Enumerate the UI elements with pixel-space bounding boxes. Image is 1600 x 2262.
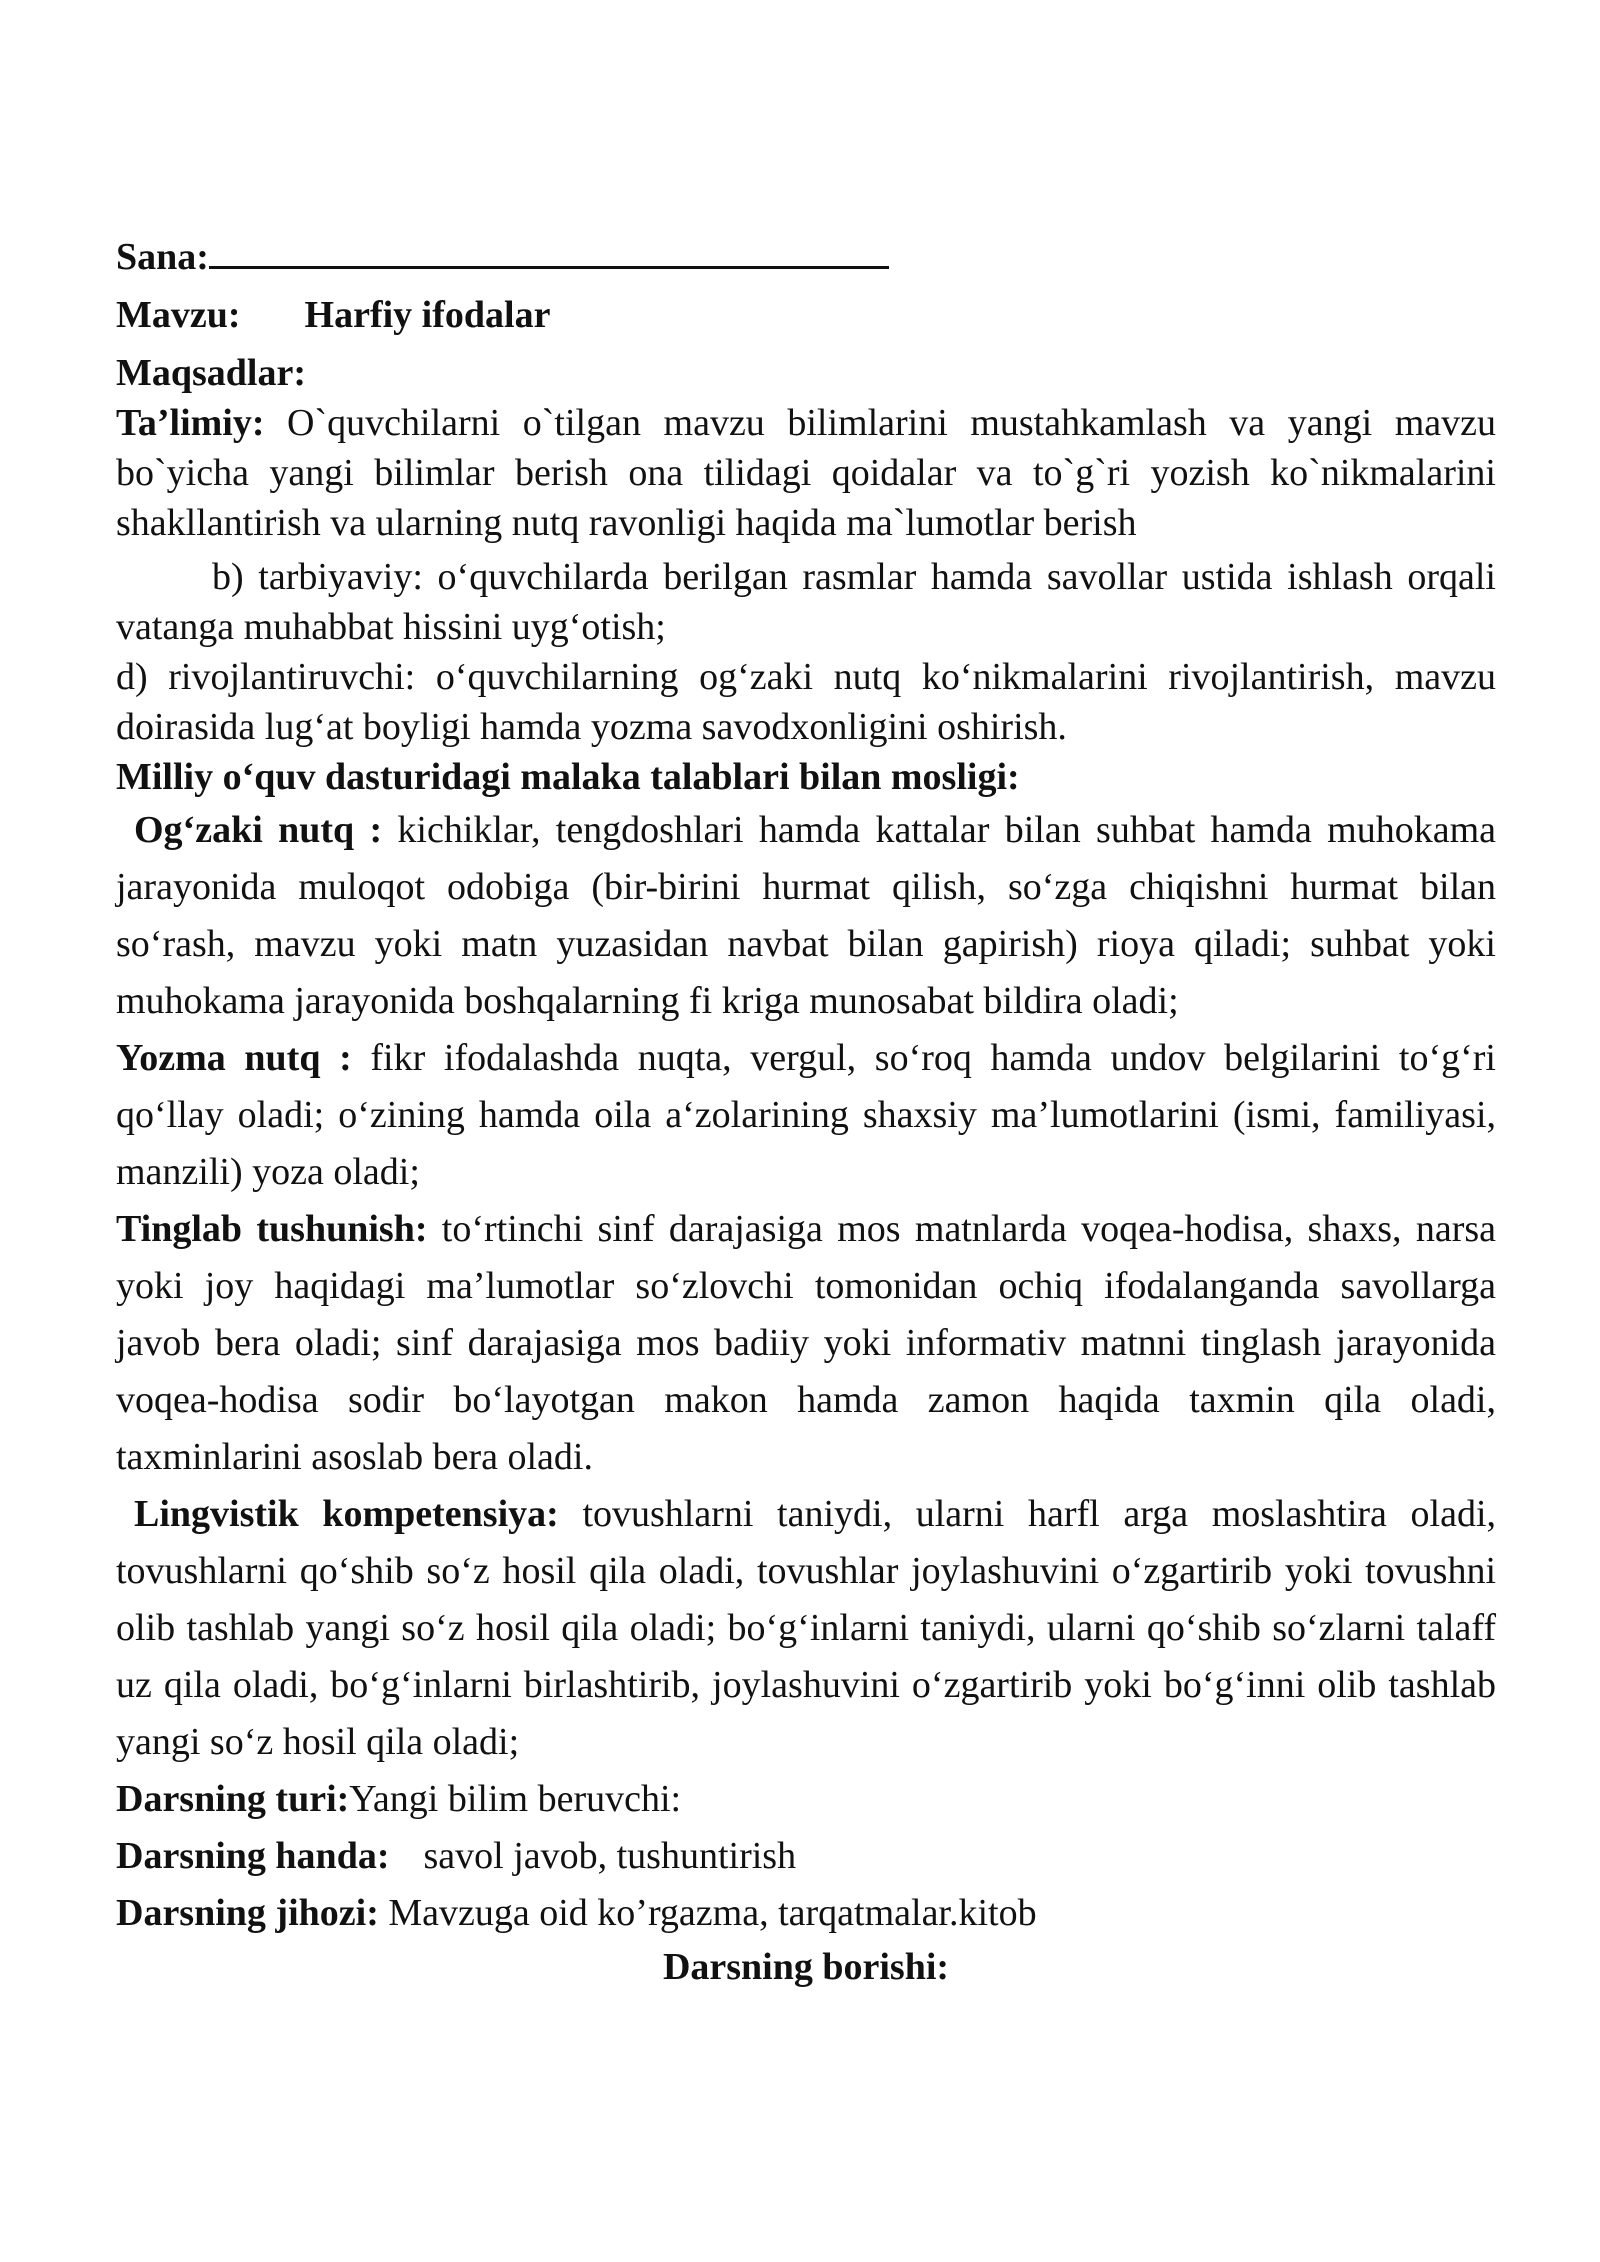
date-blank-underline (209, 236, 889, 269)
topic-value: Harfiy ifodalar (304, 294, 551, 336)
written-speech-label: Yozma nutq : (116, 1037, 352, 1079)
lesson-equipment-label: Darsning jihozi: (116, 1892, 379, 1934)
listening-text: to‘rtinchi sinf darajasiga mos matnlarda voqea-hodisa, shaxs, narsa yoki joy haqidagi ma’lumotlar so‘zlovchi tomonidan ochiq ifodalanganda savollarga javob bera oladi; sinf darajasiga mos badiiy yoki informativ matnni tinglash jarayonida voqea-hodisa sodir bo‘layotgan makon hamda zamon haqida taxmin qila oladi, taxminlarini asoslab bera oladi. (116, 1208, 1496, 1478)
linguistic-text: tovushlarni taniydi, ularni harfl arga moslashtira oladi, tovushlarni qo‘shib so‘z hosil qila oladi, tovushlar joylashuvini o‘zgartirib yoki tovushni olib tashlab yangi so‘z hosil qila oladi; bo‘g‘inlarni taniydi, ularni qo‘shib so‘zlarni talaff uz qila oladi, bo‘g‘inlarni birlashtirib, joylashuvini o‘zgartirib yoki bo‘g‘inni olib tashlab yangi so‘z hosil qila oladi; (116, 1493, 1497, 1763)
educational-goal-text: O`quvchilarni o`tilgan mavzu bilimlarini mustahkamlash va yangi mavzu bo`yicha yangi bilimlar berish ona tilidagi qoidalar va to`g`ri yozish ko`nikmalarini shakllantirish va ularning nutq ravonligi haqida ma`lumotlar berish (116, 402, 1496, 544)
topic-label: Mavzu: (116, 294, 241, 336)
lesson-method-value: savol javob, tushuntirish (423, 1835, 797, 1877)
oral-speech-paragraph (116, 802, 1496, 1030)
upbringing-goal: b) tarbiyaviy: o‘quvchilarda berilgan rasmlar hamda savollar ustida ishlash orqali vatanga muhabbat hissini uyg‘otish; (116, 556, 1496, 648)
oral-speech-label: Og‘zaki nutq : (134, 809, 383, 851)
lesson-method-line (116, 1828, 1496, 1885)
educational-goal-label: Ta’limiy: (116, 402, 265, 444)
lesson-equipment-line (116, 1885, 1496, 1942)
developmental-goal: d) rivojlantiruvchi: o‘quvchilarning og‘zaki nutq ko‘nikmalarini rivojlantirish, mavzu doirasida lug‘at boyligi hamda yozma savodxonligini oshirish. (116, 656, 1496, 748)
listening-label: Tinglab tushunish: (116, 1208, 428, 1250)
goals-heading: Maqsadlar: (116, 352, 306, 394)
written-speech-text: fikr ifodalashda nuqta, vergul, so‘roq hamda undov belgilarini to‘g‘ri qo‘llay oladi; o‘zining hamda oila a‘zolarining shaxsiy ma’lumotlarini (ismi, familiyasi, manzili) yoza oladi; (116, 1037, 1496, 1193)
date-label: Sana: (116, 236, 209, 278)
linguistic-paragraph (116, 1486, 1496, 1771)
written-speech-paragraph (116, 1030, 1496, 1201)
lesson-type-line (116, 1771, 1496, 1828)
lesson-progress-heading: Darsning borishi: (662, 1946, 950, 1988)
national-curriculum-heading: Milliy o‘quv dasturidagi malaka talablari bilan mosligi: (116, 756, 1020, 798)
oral-speech-text: kichiklar, tengdoshlari hamda kattalar bilan suhbat hamda muhokama jarayonida muloqot odobiga (bir-birini hurmat qilish, so‘zga chiqishni hurmat bilan so‘rash, mavzu yoki matn yuzasidan navbat bilan gapirish) rioya qiladi; suhbat yoki muhokama jarayonida boshqalarning fi kriga munosabat bildira oladi; (116, 809, 1497, 1022)
date-line (116, 232, 1496, 282)
linguistic-label: Lingvistik kompetensiya: (134, 1493, 559, 1535)
topic-line (116, 290, 1496, 340)
lesson-equipment-value: Mavzuga oid ko’rgazma, tarqatmalar.kitob (378, 1892, 1037, 1934)
lesson-method-label: Darsning handa: (116, 1835, 390, 1877)
lesson-plan-page (116, 232, 1496, 1992)
educational-goal (116, 398, 1496, 548)
lesson-type-label: Darsning turi: (116, 1778, 350, 1820)
listening-paragraph (116, 1201, 1496, 1486)
lesson-type-value: Yangi bilim beruvchi: (349, 1778, 682, 1820)
